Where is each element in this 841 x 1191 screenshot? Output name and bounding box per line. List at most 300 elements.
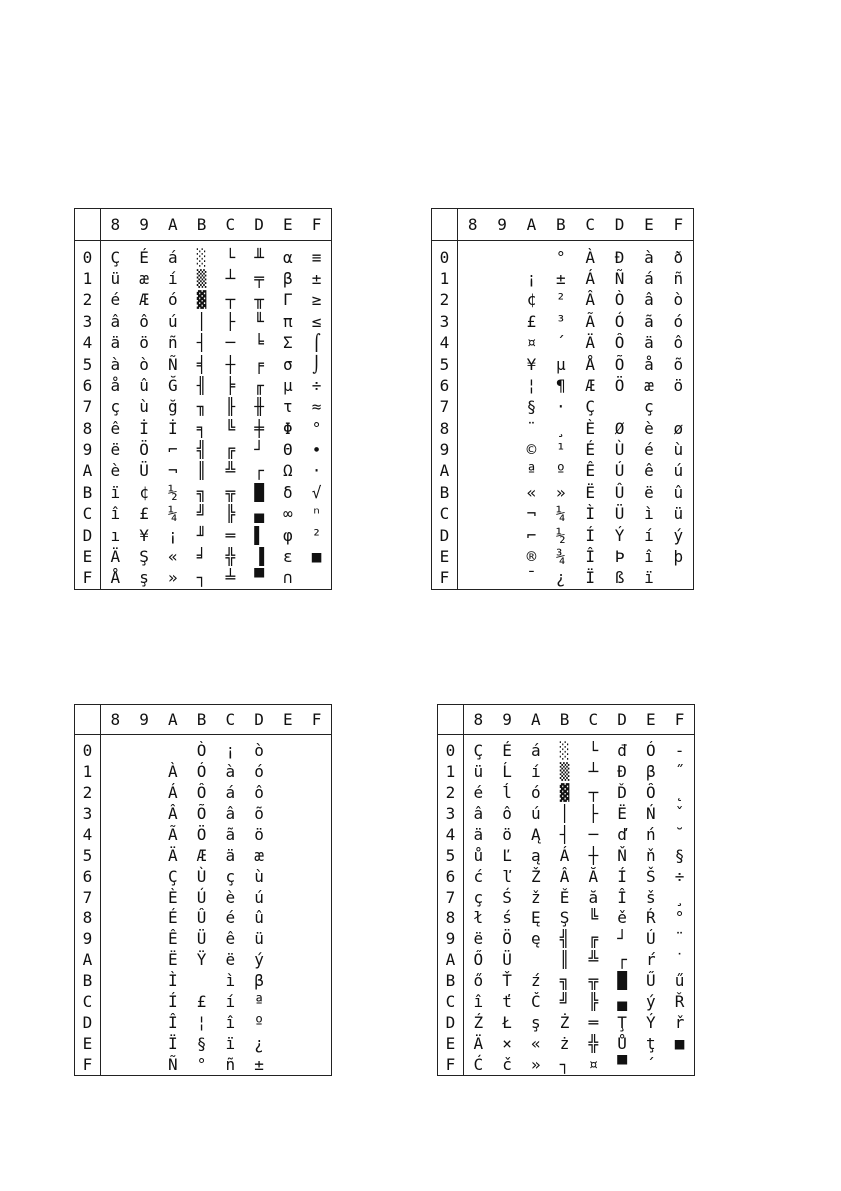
char-cell: [130, 971, 159, 992]
char-cell: ò: [139, 354, 149, 374]
row-header: C: [75, 992, 101, 1013]
char-cell: ˘: [674, 824, 685, 844]
char-cell: [130, 992, 159, 1013]
char-cell: Ë: [617, 804, 627, 824]
row-header: 1: [438, 762, 464, 783]
char-cell: [302, 992, 331, 1013]
char-cell: ¿: [555, 568, 566, 588]
char-cell: [458, 568, 487, 589]
char-cell: ĺ: [502, 783, 512, 803]
column-header: D: [245, 209, 274, 241]
char-cell: β: [646, 762, 656, 782]
row-header: 2: [75, 783, 101, 804]
char-cell: ¿: [254, 1033, 264, 1053]
column-header: D: [245, 705, 274, 735]
char-cell: í: [644, 525, 654, 545]
char-cell: ˝: [674, 762, 685, 782]
row-header: 4: [432, 333, 458, 354]
column-header: A: [159, 705, 188, 735]
row-header: 6: [438, 866, 464, 887]
char-cell: ê: [644, 461, 654, 481]
column-header: 9: [130, 705, 159, 735]
char-cell: ã: [644, 311, 654, 331]
char-cell: [130, 762, 159, 783]
char-cell: â: [225, 804, 236, 824]
char-cell: Æ: [196, 845, 207, 865]
char-cell: [274, 950, 303, 971]
char-cell: ö: [254, 824, 264, 844]
char-cell: đ: [617, 741, 627, 761]
char-cell: [101, 762, 130, 783]
char-cell: ô: [502, 804, 512, 824]
char-cell: ç: [225, 866, 236, 886]
char-cell: æ: [139, 269, 149, 289]
char-cell: à: [110, 354, 121, 374]
char-cell: ¯: [526, 568, 537, 588]
char-cell: ä: [110, 333, 121, 353]
char-cell: Ę: [531, 908, 541, 928]
char-cell: ï: [110, 482, 121, 502]
char-cell: ╨: [254, 247, 264, 267]
char-cell: ´: [646, 1054, 656, 1074]
char-cell: [664, 568, 693, 589]
header-corner: [75, 209, 101, 241]
char-cell: ±: [311, 269, 322, 289]
char-cell: [274, 741, 303, 762]
char-cell: ═: [588, 1012, 599, 1032]
char-cell: √: [311, 482, 322, 502]
char-cell: ■: [311, 546, 322, 566]
column-header: 8: [464, 705, 493, 735]
char-cell: [458, 333, 487, 354]
char-cell: Ű: [646, 971, 656, 991]
column-header: 8: [101, 705, 130, 735]
char-cell: ╥: [254, 290, 264, 310]
char-cell: Ú: [196, 887, 207, 907]
char-cell: [274, 866, 303, 887]
char-cell: ú: [531, 804, 541, 824]
row-header: 0: [432, 247, 458, 268]
char-cell: Æ: [585, 375, 595, 395]
char-cell: Φ: [283, 418, 293, 438]
header-corner: [75, 705, 101, 735]
char-cell: İ: [139, 418, 149, 438]
char-cell: ┼: [588, 845, 599, 865]
char-cell: æ: [254, 845, 264, 865]
char-cell: Ş: [559, 908, 570, 928]
char-cell: ╣: [196, 440, 207, 460]
char-cell: Ï: [168, 1033, 178, 1053]
char-cell: Ý: [614, 525, 625, 545]
char-cell: Ą: [531, 824, 541, 844]
char-cell: Ź: [473, 1012, 484, 1032]
char-cell: ê: [110, 418, 121, 438]
char-cell: [302, 783, 331, 804]
char-cell: ç: [644, 397, 654, 417]
char-cell: Ñ: [614, 269, 625, 289]
char-cell: [130, 804, 159, 825]
char-cell: Ï: [585, 568, 595, 588]
char-cell: ˛: [674, 783, 685, 803]
char-cell: [458, 461, 487, 482]
char-cell: [302, 950, 331, 971]
char-cell: ť: [502, 991, 512, 1011]
char-cell: ˙: [674, 950, 685, 970]
char-cell: Ç: [168, 866, 178, 886]
char-cell: ▓: [196, 290, 207, 310]
char-cell: ╚: [225, 418, 236, 438]
char-cell: [458, 247, 487, 268]
char-cell: ┐: [196, 568, 207, 588]
char-cell: ë: [473, 929, 484, 949]
row-header: 4: [75, 333, 101, 354]
row-header: 9: [75, 439, 101, 460]
char-cell: [101, 866, 130, 887]
char-cell: Ä: [585, 333, 595, 353]
char-cell: Â: [559, 866, 570, 886]
char-cell: [101, 1033, 130, 1054]
char-cell: ę: [531, 929, 541, 949]
char-cell: ¢: [526, 290, 537, 310]
char-cell: Í: [168, 991, 178, 1011]
char-cell: ╗: [196, 482, 207, 502]
char-cell: [274, 1033, 303, 1054]
row-header: 7: [75, 887, 101, 908]
char-cell: ¥: [526, 354, 537, 374]
char-cell: °: [555, 247, 566, 267]
column-header: 8: [458, 209, 487, 241]
char-cell: [487, 418, 516, 439]
char-cell: Ò: [196, 741, 207, 761]
char-cell: [130, 950, 159, 971]
char-cell: ®: [526, 546, 537, 566]
char-cell: ù: [254, 866, 264, 886]
char-cell: Ú: [646, 929, 656, 949]
char-cell: Î: [168, 1012, 178, 1032]
column-header: E: [274, 705, 303, 735]
char-cell: Ò: [614, 290, 625, 310]
row-header: C: [432, 504, 458, 525]
char-cell: ╖: [196, 397, 207, 417]
char-cell: ö: [502, 824, 512, 844]
char-cell: ┤: [196, 333, 207, 353]
char-cell: [130, 887, 159, 908]
char-cell: ş: [139, 568, 149, 588]
char-cell: ¦: [196, 1012, 207, 1032]
char-cell: Ž: [531, 866, 541, 886]
char-cell: ▀: [254, 568, 264, 588]
char-cell: ê: [225, 929, 236, 949]
char-cell: À: [585, 247, 595, 267]
char-cell: »: [168, 568, 178, 588]
char-cell: [302, 804, 331, 825]
char-cell: Û: [614, 482, 625, 502]
column-header: D: [608, 705, 637, 735]
char-cell: ¬: [168, 461, 178, 481]
char-cell: ¢: [139, 482, 149, 502]
char-cell: Ă: [588, 866, 599, 886]
char-cell: Ÿ: [196, 950, 207, 970]
char-cell: [274, 845, 303, 866]
char-cell: ┘: [254, 440, 264, 460]
row-header: F: [75, 568, 101, 589]
char-cell: ╢: [196, 375, 207, 395]
char-cell: Ď: [617, 783, 627, 803]
char-cell: [130, 845, 159, 866]
row-header: 1: [432, 268, 458, 289]
char-cell: ┬: [588, 783, 599, 803]
column-header: A: [522, 705, 551, 735]
row-header: 3: [438, 804, 464, 825]
char-cell: Ü: [502, 950, 512, 970]
char-cell: Ê: [585, 461, 595, 481]
char-cell: É: [585, 440, 595, 460]
char-cell: ±: [254, 1054, 264, 1074]
char-cell: ├: [588, 804, 599, 824]
char-cell: ⌠: [311, 333, 322, 353]
char-cell: [274, 1054, 303, 1075]
char-cell: º: [555, 461, 566, 481]
char-cell: ┤: [559, 824, 570, 844]
char-cell: Ó: [614, 311, 625, 331]
char-cell: Č: [531, 991, 541, 1011]
char-cell: ¡: [225, 741, 236, 761]
char-cell: ≤: [311, 311, 322, 331]
char-cell: ë: [644, 482, 654, 502]
row-header: 9: [438, 929, 464, 950]
char-cell: [130, 1033, 159, 1054]
char-cell: ¼: [555, 504, 566, 524]
char-cell: [517, 247, 546, 268]
char-cell: ä: [225, 845, 236, 865]
char-cell: «: [531, 1033, 541, 1053]
char-cell: ě: [617, 908, 627, 928]
char-cell: »: [555, 482, 566, 502]
char-cell: ▐: [254, 546, 264, 566]
char-cell: Ñ: [168, 1054, 178, 1074]
row-header: 8: [75, 418, 101, 439]
char-cell: ╔: [225, 440, 236, 460]
char-cell: ü: [254, 929, 264, 949]
char-cell: Î: [585, 546, 595, 566]
char-cell: Ñ: [168, 354, 178, 374]
char-cell: ç: [473, 887, 484, 907]
char-cell: [130, 908, 159, 929]
header-corner: [438, 705, 464, 735]
code-table-top-right: [431, 208, 694, 590]
row-header: C: [438, 992, 464, 1013]
char-cell: Ł: [502, 1012, 512, 1032]
char-cell: ñ: [168, 333, 178, 353]
char-cell: [522, 950, 551, 971]
char-cell: ∩: [283, 568, 293, 588]
char-cell: °: [196, 1054, 207, 1074]
char-cell: ¾: [555, 546, 566, 566]
char-cell: ë: [225, 950, 236, 970]
char-cell: ╪: [254, 418, 264, 438]
char-cell: ²: [555, 290, 566, 310]
char-cell: [187, 971, 216, 992]
char-cell: ý: [646, 991, 656, 1011]
char-cell: [302, 1033, 331, 1054]
char-cell: š: [646, 887, 656, 907]
char-cell: á: [644, 269, 654, 289]
char-cell: [458, 268, 487, 289]
char-cell: ─: [225, 333, 236, 353]
row-header: 9: [75, 929, 101, 950]
char-cell: ô: [139, 311, 149, 331]
char-cell: ú: [254, 887, 264, 907]
char-cell: ó: [531, 783, 541, 803]
char-cell: ╬: [588, 1033, 599, 1053]
char-cell: [101, 783, 130, 804]
char-cell: ⌡: [311, 354, 322, 374]
char-cell: ╞: [225, 375, 236, 395]
char-cell: [458, 546, 487, 567]
char-cell: ů: [473, 845, 484, 865]
row-header: 1: [75, 762, 101, 783]
char-cell: Å: [110, 568, 121, 588]
char-cell: Ö: [196, 824, 207, 844]
char-cell: î: [110, 504, 121, 524]
char-cell: Ü: [139, 461, 149, 481]
char-cell: ù: [139, 397, 149, 417]
char-cell: ô: [254, 783, 264, 803]
char-cell: ©: [526, 440, 537, 460]
char-cell: ó: [673, 311, 684, 331]
row-header: 8: [438, 908, 464, 929]
char-cell: Ý: [646, 1012, 656, 1032]
char-cell: İ: [168, 418, 178, 438]
char-cell: ▀: [617, 1054, 627, 1074]
char-cell: [274, 908, 303, 929]
char-cell: ·: [311, 461, 322, 481]
char-cell: ▒: [196, 269, 207, 289]
char-cell: ╕: [196, 418, 207, 438]
char-cell: π: [283, 311, 293, 331]
char-cell: Ů: [617, 1033, 627, 1053]
row-header: D: [75, 525, 101, 546]
char-cell: ■: [674, 1033, 685, 1053]
char-cell: ö: [673, 375, 684, 395]
char-cell: [130, 741, 159, 762]
char-cell: À: [168, 762, 178, 782]
row-header: 0: [75, 741, 101, 762]
row-header: 7: [438, 887, 464, 908]
column-header: F: [664, 209, 693, 241]
char-cell: õ: [673, 354, 684, 374]
char-cell: [130, 1012, 159, 1033]
char-cell: [101, 1054, 130, 1075]
char-cell: ╩: [225, 461, 236, 481]
char-cell: °: [311, 418, 322, 438]
char-cell: £: [139, 504, 149, 524]
char-cell: ¸: [555, 418, 566, 438]
char-cell: ╣: [559, 929, 570, 949]
char-cell: Á: [585, 269, 595, 289]
char-cell: ╙: [254, 311, 264, 331]
char-cell: Ö: [614, 375, 625, 395]
char-cell: [274, 1012, 303, 1033]
column-header: D: [605, 209, 634, 241]
char-cell: ╡: [196, 354, 207, 374]
char-cell: ¤: [588, 1054, 599, 1074]
char-cell: Â: [168, 804, 178, 824]
char-cell: [665, 1054, 694, 1075]
char-cell: Ó: [196, 762, 207, 782]
char-cell: Á: [168, 783, 178, 803]
char-cell: [101, 950, 130, 971]
char-cell: ò: [673, 290, 684, 310]
row-header: 7: [75, 397, 101, 418]
column-header: B: [546, 209, 575, 241]
row-header: B: [75, 971, 101, 992]
char-cell: õ: [254, 804, 264, 824]
char-cell: ý: [673, 525, 684, 545]
row-header: 2: [432, 290, 458, 311]
char-cell: └: [588, 741, 599, 761]
char-cell: [101, 908, 130, 929]
row-header: 0: [75, 247, 101, 268]
char-cell: [101, 804, 130, 825]
char-cell: å: [110, 375, 121, 395]
char-cell: â: [473, 804, 484, 824]
char-cell: Ś: [502, 887, 512, 907]
char-cell: [487, 397, 516, 418]
row-header: 1: [75, 268, 101, 289]
char-cell: þ: [673, 546, 684, 566]
char-cell: ű: [674, 971, 685, 991]
row-header: F: [432, 568, 458, 589]
char-cell: ╔: [588, 929, 599, 949]
row-header: E: [75, 546, 101, 567]
char-cell: ┌: [617, 950, 627, 970]
char-cell: ╧: [225, 568, 236, 588]
column-header: A: [159, 209, 188, 241]
char-cell: ð: [673, 247, 684, 267]
char-cell: Á: [559, 845, 570, 865]
char-cell: ║: [196, 461, 207, 481]
char-cell: [101, 1012, 130, 1033]
char-cell: [274, 992, 303, 1013]
char-cell: µ: [555, 354, 566, 374]
char-cell: â: [644, 290, 654, 310]
char-cell: Ë: [585, 482, 595, 502]
row-header: B: [432, 482, 458, 503]
char-cell: Ó: [646, 741, 656, 761]
char-cell: -: [674, 741, 685, 761]
char-cell: Ú: [614, 461, 625, 481]
char-cell: ╠: [225, 504, 236, 524]
char-cell: º: [254, 1012, 264, 1032]
char-cell: ş: [531, 1012, 541, 1032]
char-cell: ⁿ: [311, 504, 322, 524]
char-cell: ñ: [225, 1054, 236, 1074]
char-cell: ź: [531, 971, 541, 991]
char-cell: ć: [473, 866, 484, 886]
char-cell: ┴: [588, 762, 599, 782]
char-cell: ╦: [588, 971, 599, 991]
char-cell: [487, 375, 516, 396]
char-cell: [487, 461, 516, 482]
char-cell: ╫: [254, 397, 264, 417]
char-cell: ä: [644, 333, 654, 353]
column-header: 9: [493, 705, 522, 735]
row-header: 6: [75, 375, 101, 396]
row-header: 5: [432, 354, 458, 375]
char-cell: ¹: [555, 440, 566, 460]
header-corner: [432, 209, 458, 241]
